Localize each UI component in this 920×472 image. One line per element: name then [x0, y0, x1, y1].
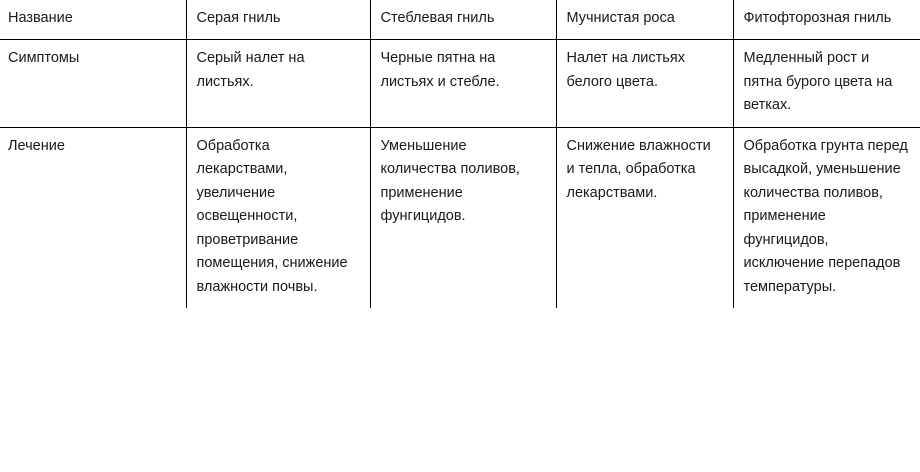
header-label: Стеблевая гниль	[380, 10, 495, 26]
cell-value: Снижение влажности и тепла, обработка лекарствами.	[566, 137, 711, 201]
row-label-treatment	[0, 127, 186, 308]
row-label-symptoms	[0, 40, 186, 127]
table-header-cell-gray-rot	[186, 0, 370, 40]
table-row	[0, 40, 920, 127]
table-header-row	[0, 0, 920, 40]
table-header-cell-powdery-mildew	[556, 0, 733, 40]
cell-symptoms-powdery-mildew	[556, 40, 733, 127]
cell-treatment-gray-rot	[186, 127, 370, 308]
cell-value: Лечение	[8, 137, 65, 154]
cell-symptoms-stem-rot	[370, 40, 556, 127]
cell-value: Обработка лекарствами, увеличение освещенности, проветривание помещения, снижение влажности почвы.	[196, 137, 348, 295]
cell-treatment-stem-rot	[370, 127, 556, 308]
table-header-cell-name	[0, 0, 186, 40]
cell-value: Обработка грунта перед высадкой, уменьшение количества поливов, применение фунгицидов, исключение перепадов температуры.	[743, 137, 908, 295]
cell-symptoms-gray-rot	[186, 40, 370, 127]
header-label: Фитофторозная гниль	[743, 10, 892, 26]
header-label: Название	[8, 10, 73, 26]
header-label: Мучнистая роса	[566, 10, 675, 26]
cell-value: Налет на листьях белого цвета.	[566, 50, 685, 90]
cell-treatment-phytophthora-rot	[733, 127, 920, 308]
cell-symptoms-phytophthora-rot	[733, 40, 920, 127]
cell-value: Симптомы	[8, 50, 80, 67]
cell-value: Уменьшение количества поливов, применение фунгицидов.	[380, 137, 520, 225]
cell-treatment-powdery-mildew	[556, 127, 733, 308]
table-row	[0, 127, 920, 308]
cell-value: Черные пятна на листьях и стебле.	[380, 50, 500, 90]
table-header-cell-stem-rot	[370, 0, 556, 40]
cell-value: Серый налет на листьях.	[196, 50, 305, 90]
cell-value: Медленный рост и пятна бурого цвета на ветках.	[743, 50, 893, 114]
table-header-cell-phytophthora-rot	[733, 0, 920, 40]
header-label: Серая гниль	[196, 10, 281, 26]
